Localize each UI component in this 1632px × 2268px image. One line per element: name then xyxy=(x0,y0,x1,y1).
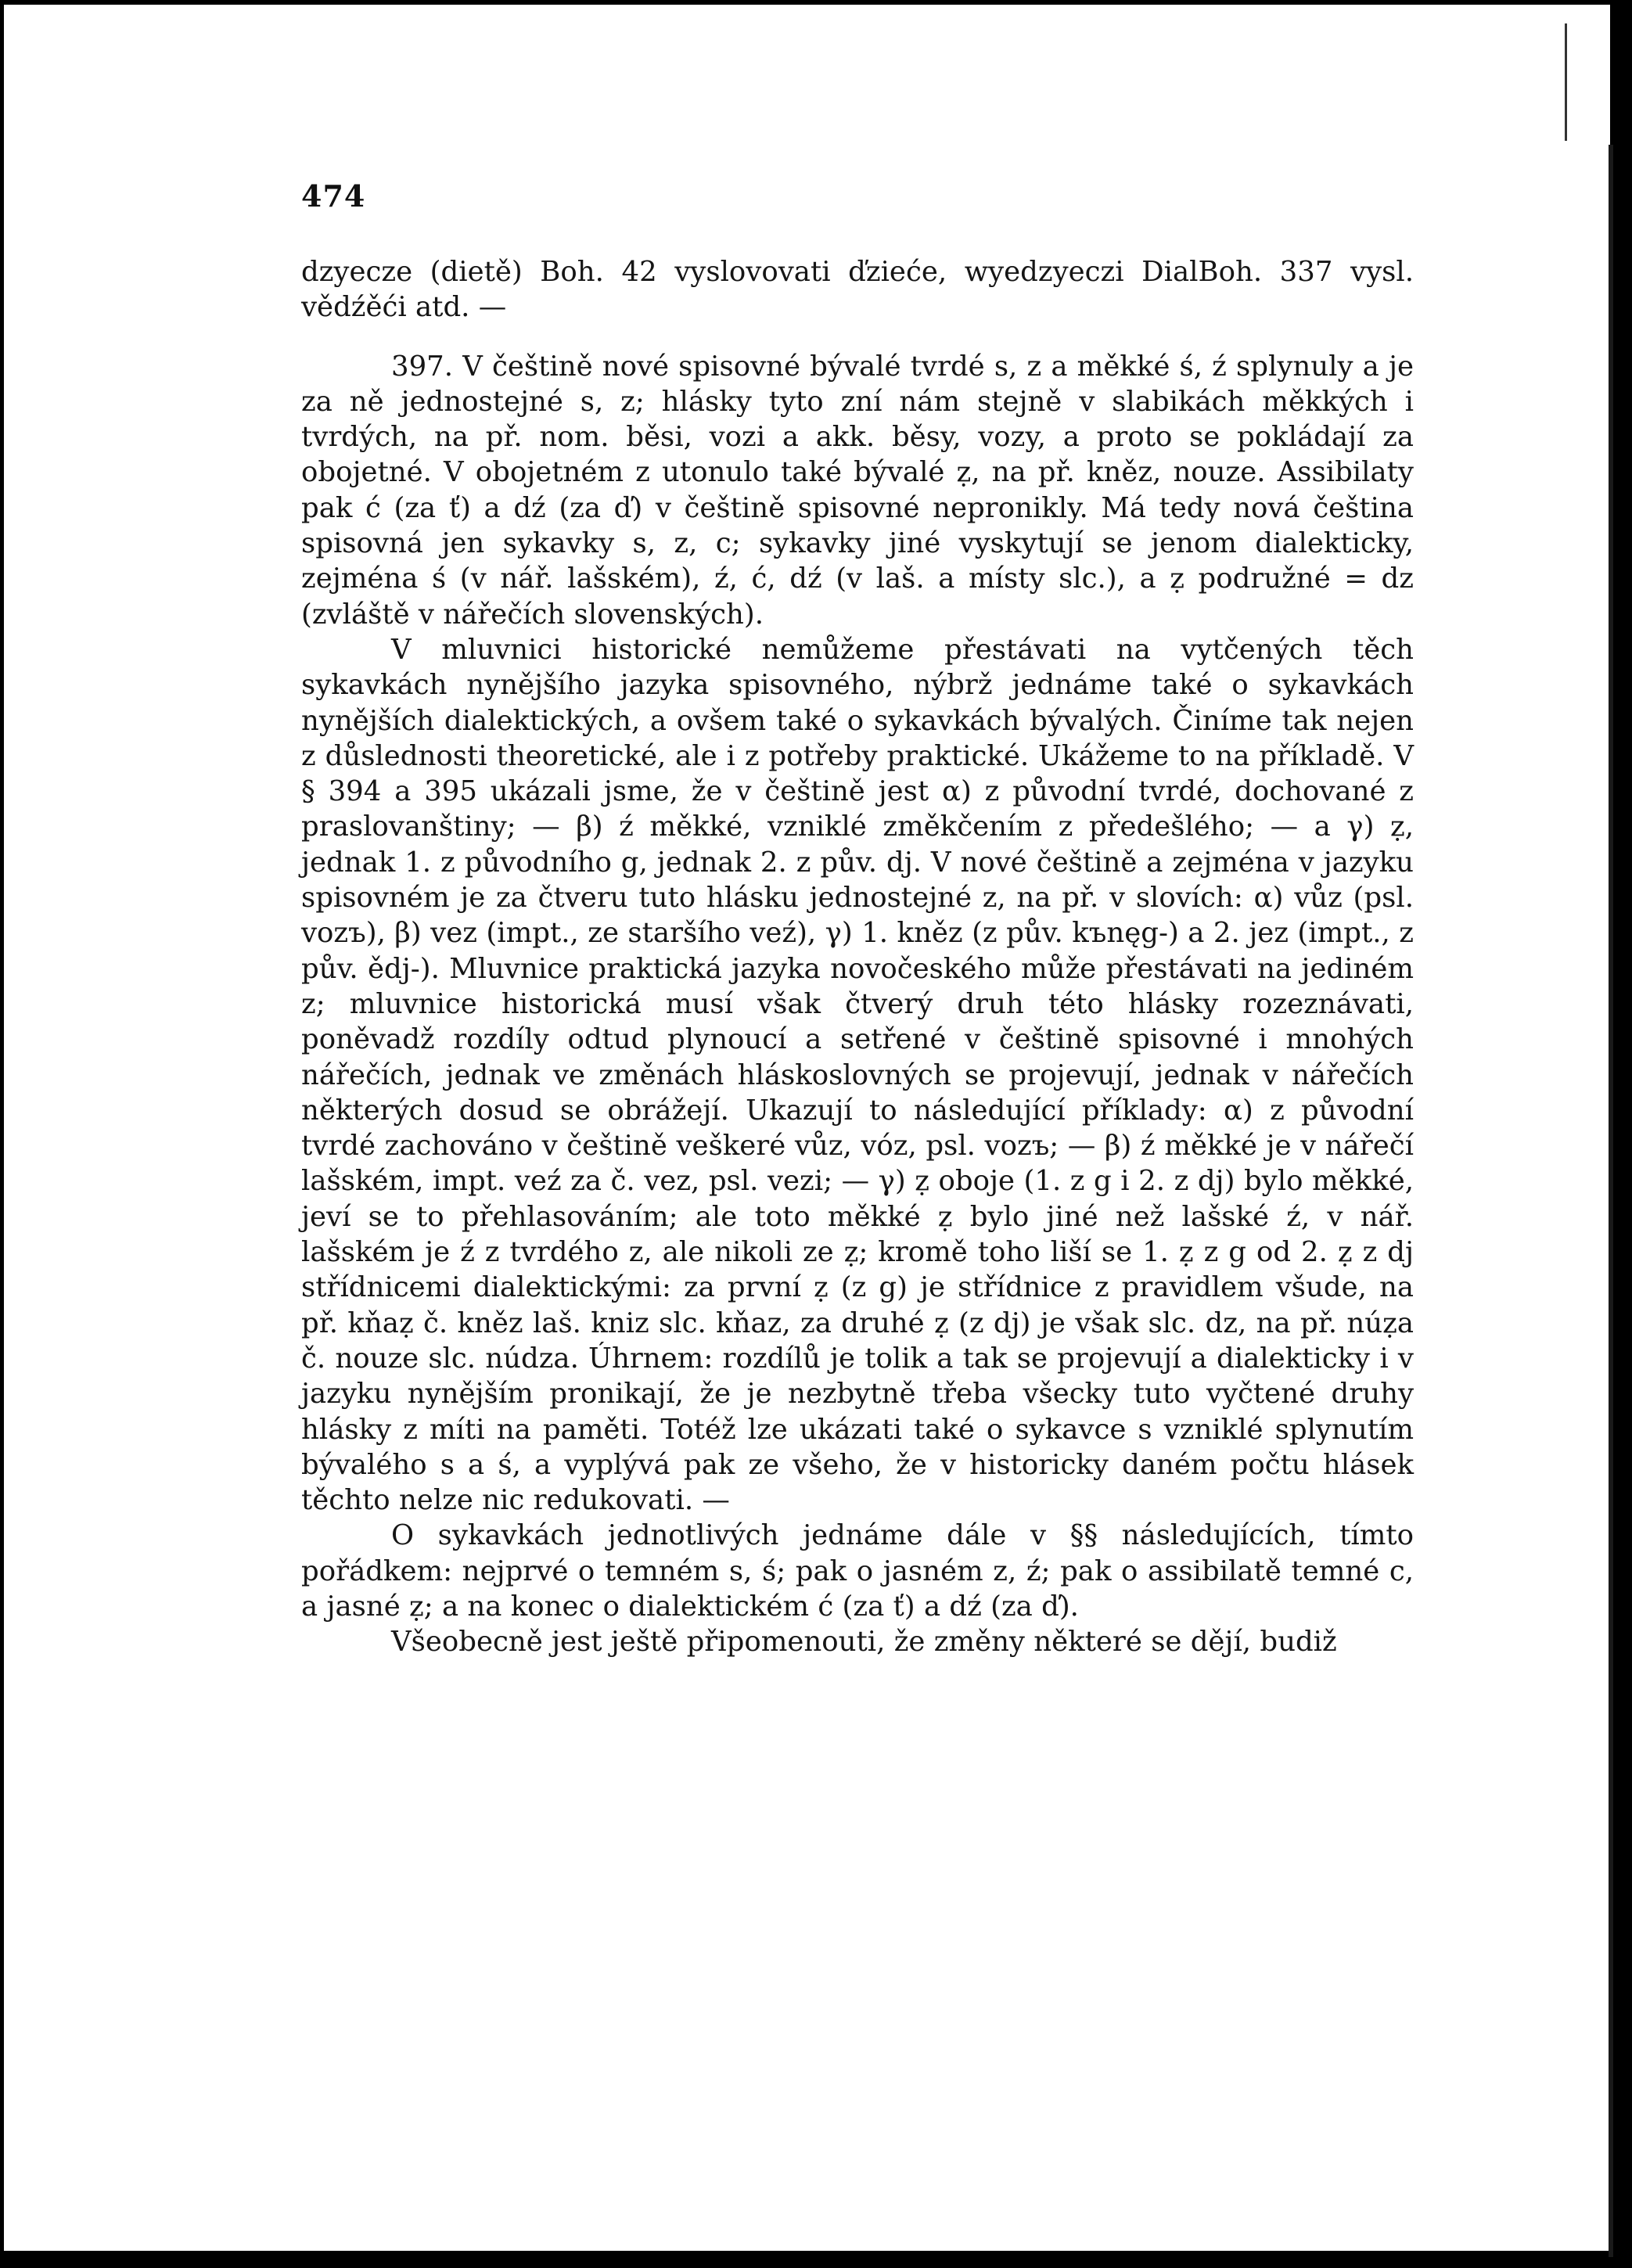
body-text xyxy=(301,254,1414,1660)
paragraph-order: O sykavkách jednotlivých jednáme dále v §§ následujících, tímto pořádkem: nejprvé o temném s, ś; pak o jasném z, ź; pak o assibilatě temné c, a jasné ẓ; a na konec o dialektickém ć (za ť) a dź (za ď). xyxy=(301,1519,1414,1623)
binding-line-top xyxy=(1565,23,1567,141)
paragraph-section-397: 397. V češtině nové spisovné bývalé tvrdé s, z a měkké ś, ź splynuly a je za ně jednostejné s, z; hlásky tyto zní nám stejně v slabikách měkkých i tvrdých, na př. nom. běsi, vozi a akk. běsy, vozy, a proto se pokládají za obojetné. V obojetném z utonulo také bývalé ẓ, na př. kněz, nouze. Assibilaty pak ć (za ť) a dź (za ď) v češtině spisovné nepronikly. Má tedy nová čeština spisovná jen sykavky s, z, c; sykavky jiné vyskytují se jenom dialekticky, zejména ś (v nář. lašském), ź, ć, dź (v laš. a místy slc.), a ẓ podružné = dz (zvláště v nářečích slovenských). xyxy=(301,350,1414,631)
scan-left-edge xyxy=(0,0,4,2268)
scan-right-border xyxy=(1610,0,1632,2268)
page-number: 474 xyxy=(301,178,366,214)
paragraph-general-note: Všeobecně jest ještě připomenouti, že změny některé se dějí, budiž xyxy=(391,1626,1337,1659)
paragraph-historical-grammar: V mluvnici historické nemůžeme přestávati na vytčených těch sykavkách nynějšího jazyka spisovného, nýbrž jednáme také o sykavkách nynějších dialektických, a ovšem také o sykavkách bývalých. Činíme tak nejen z důslednosti theoretické, ale i z potřeby praktické. Ukážeme to na příkladě. V § 394 a 395 ukázali jsme, že v češtině jest α) z původní tvrdé, dochované z praslovanštiny; — β) ź měkké, vzniklé změkčením z předešlého; — a γ) ẓ, jednak 1. z původního g, jednak 2. z pův. dj. V nové češtině a zejména v jazyku spisovném je za čtveru tuto hlásku jednostejné z, na př. v slovích: α) vůz (psl. vozъ), β) vez (impt., ze staršího veź), γ) 1. kněz (z pův. kъnęg-) a 2. jez (impt., z pův. ědj-). Mluvnice praktická jazyka novočeského může přestávati na jediném z; mluvnice historická musí však čtverý druh této hlásky rozeznávati, poněvadž rozdíly odtud plynoucí a setřené v češtině spisovné i mnohých nářečích, jednak ve změnách hláskoslovných se projevují, jednak v nářečích některých dosud se obrážejí. Ukazují to následující příklady: α) z původní tvrdé zachováno v češtině veškeré vůz, vóz, psl. vozъ; — β) ź měkké je v nářečí lašském, impt. veź za č. vez, psl. vezi; — γ) ẓ oboje (1. z g i 2. z dj) bylo měkké, jeví se to přehlasováním; ale toto měkké ẓ bylo jiné než lašské ź, v nář. lašském je ź z tvrdého z, ale nikoli ze ẓ; kromě toho liší se 1. ẓ z g od 2. ẓ z dj střídnicemi dialektickými: za první ẓ (z g) je střídnice z pravidlem všude, na př. kňaẓ č. kněz laš. kniz slc. kňaz, za druhé ẓ (z dj) je však slc. dz, na př. núẓa č. nouze slc. núdza. Úhrnem: rozdílů je tolik a tak se projevují a dialekticky i v jazyku nynějším pronikají, že je nezbytně třeba všecky tuto vyčtené druhy hlásky z míti na paměti. Totéž lze ukázati také o sykavce s vzniklé splynutím bývalého s a ś, a vyplývá pak ze všeho, že v historicky daném počtu hlásek těchto nelze nic redukovati. — xyxy=(301,633,1414,1517)
paragraph-continuation: dzyecze (dietě) Boh. 42 vyslovovati ďzieće, wyedzyeczi DialBoh. 337 vysl. vědźěći atd. — xyxy=(301,256,1414,324)
binding-line xyxy=(1609,145,1613,2257)
scan-bottom-border xyxy=(0,2251,1632,2268)
scan-top-edge xyxy=(0,0,1632,5)
